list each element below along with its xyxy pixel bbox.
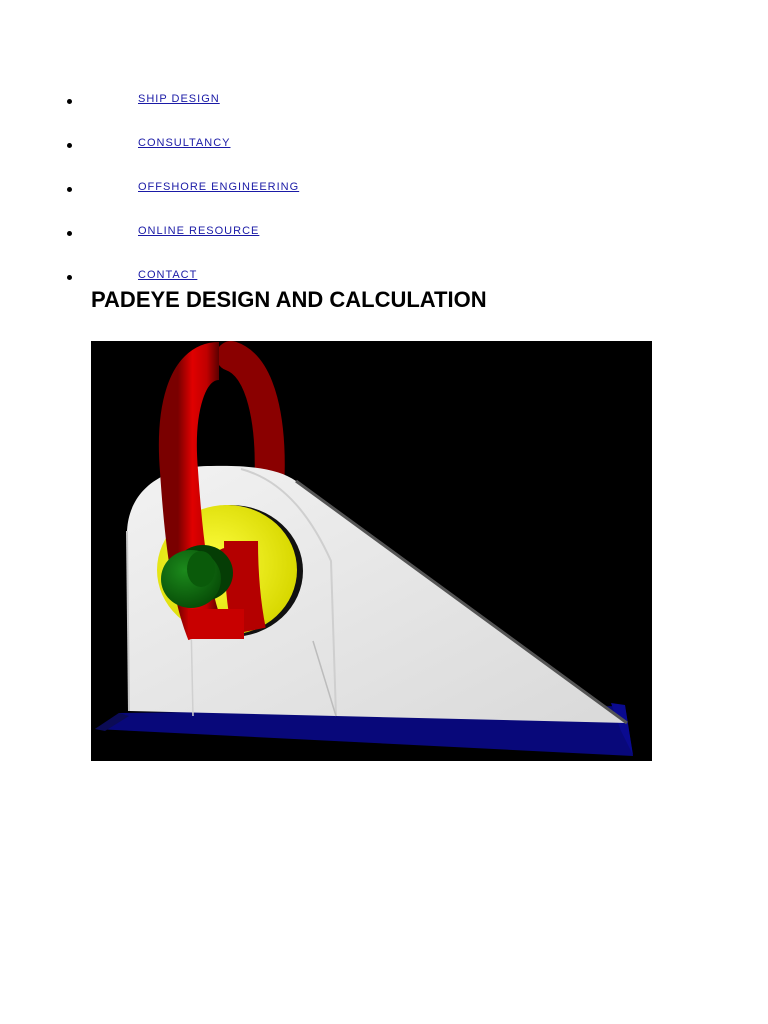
nav-link-ship-design[interactable]: SHIP DESIGN xyxy=(138,93,220,105)
nav-link-consultancy[interactable]: CONSULTANCY xyxy=(138,137,231,149)
padeye-render-image xyxy=(91,341,652,761)
nav-link-contact[interactable]: CONTACT xyxy=(138,269,198,281)
padeye-3d-render xyxy=(91,341,652,761)
bullet-icon xyxy=(67,143,72,148)
nav-link-online-resource[interactable]: ONLINE RESOURCE xyxy=(138,225,260,237)
bullet-icon xyxy=(67,187,72,192)
nav-item-consultancy xyxy=(0,136,400,156)
bullet-icon xyxy=(67,99,72,104)
nav-item-online-resource xyxy=(0,224,400,244)
page-title: PADEYE DESIGN AND CALCULATION xyxy=(91,287,487,312)
nav-item-contact xyxy=(0,268,400,288)
bullet-icon xyxy=(67,231,72,236)
nav-item-ship-design xyxy=(0,92,400,112)
bullet-icon xyxy=(67,275,72,280)
nav-link-offshore-engineering[interactable]: OFFSHORE ENGINEERING xyxy=(138,181,300,193)
nav-item-offshore-engineering xyxy=(0,180,400,200)
